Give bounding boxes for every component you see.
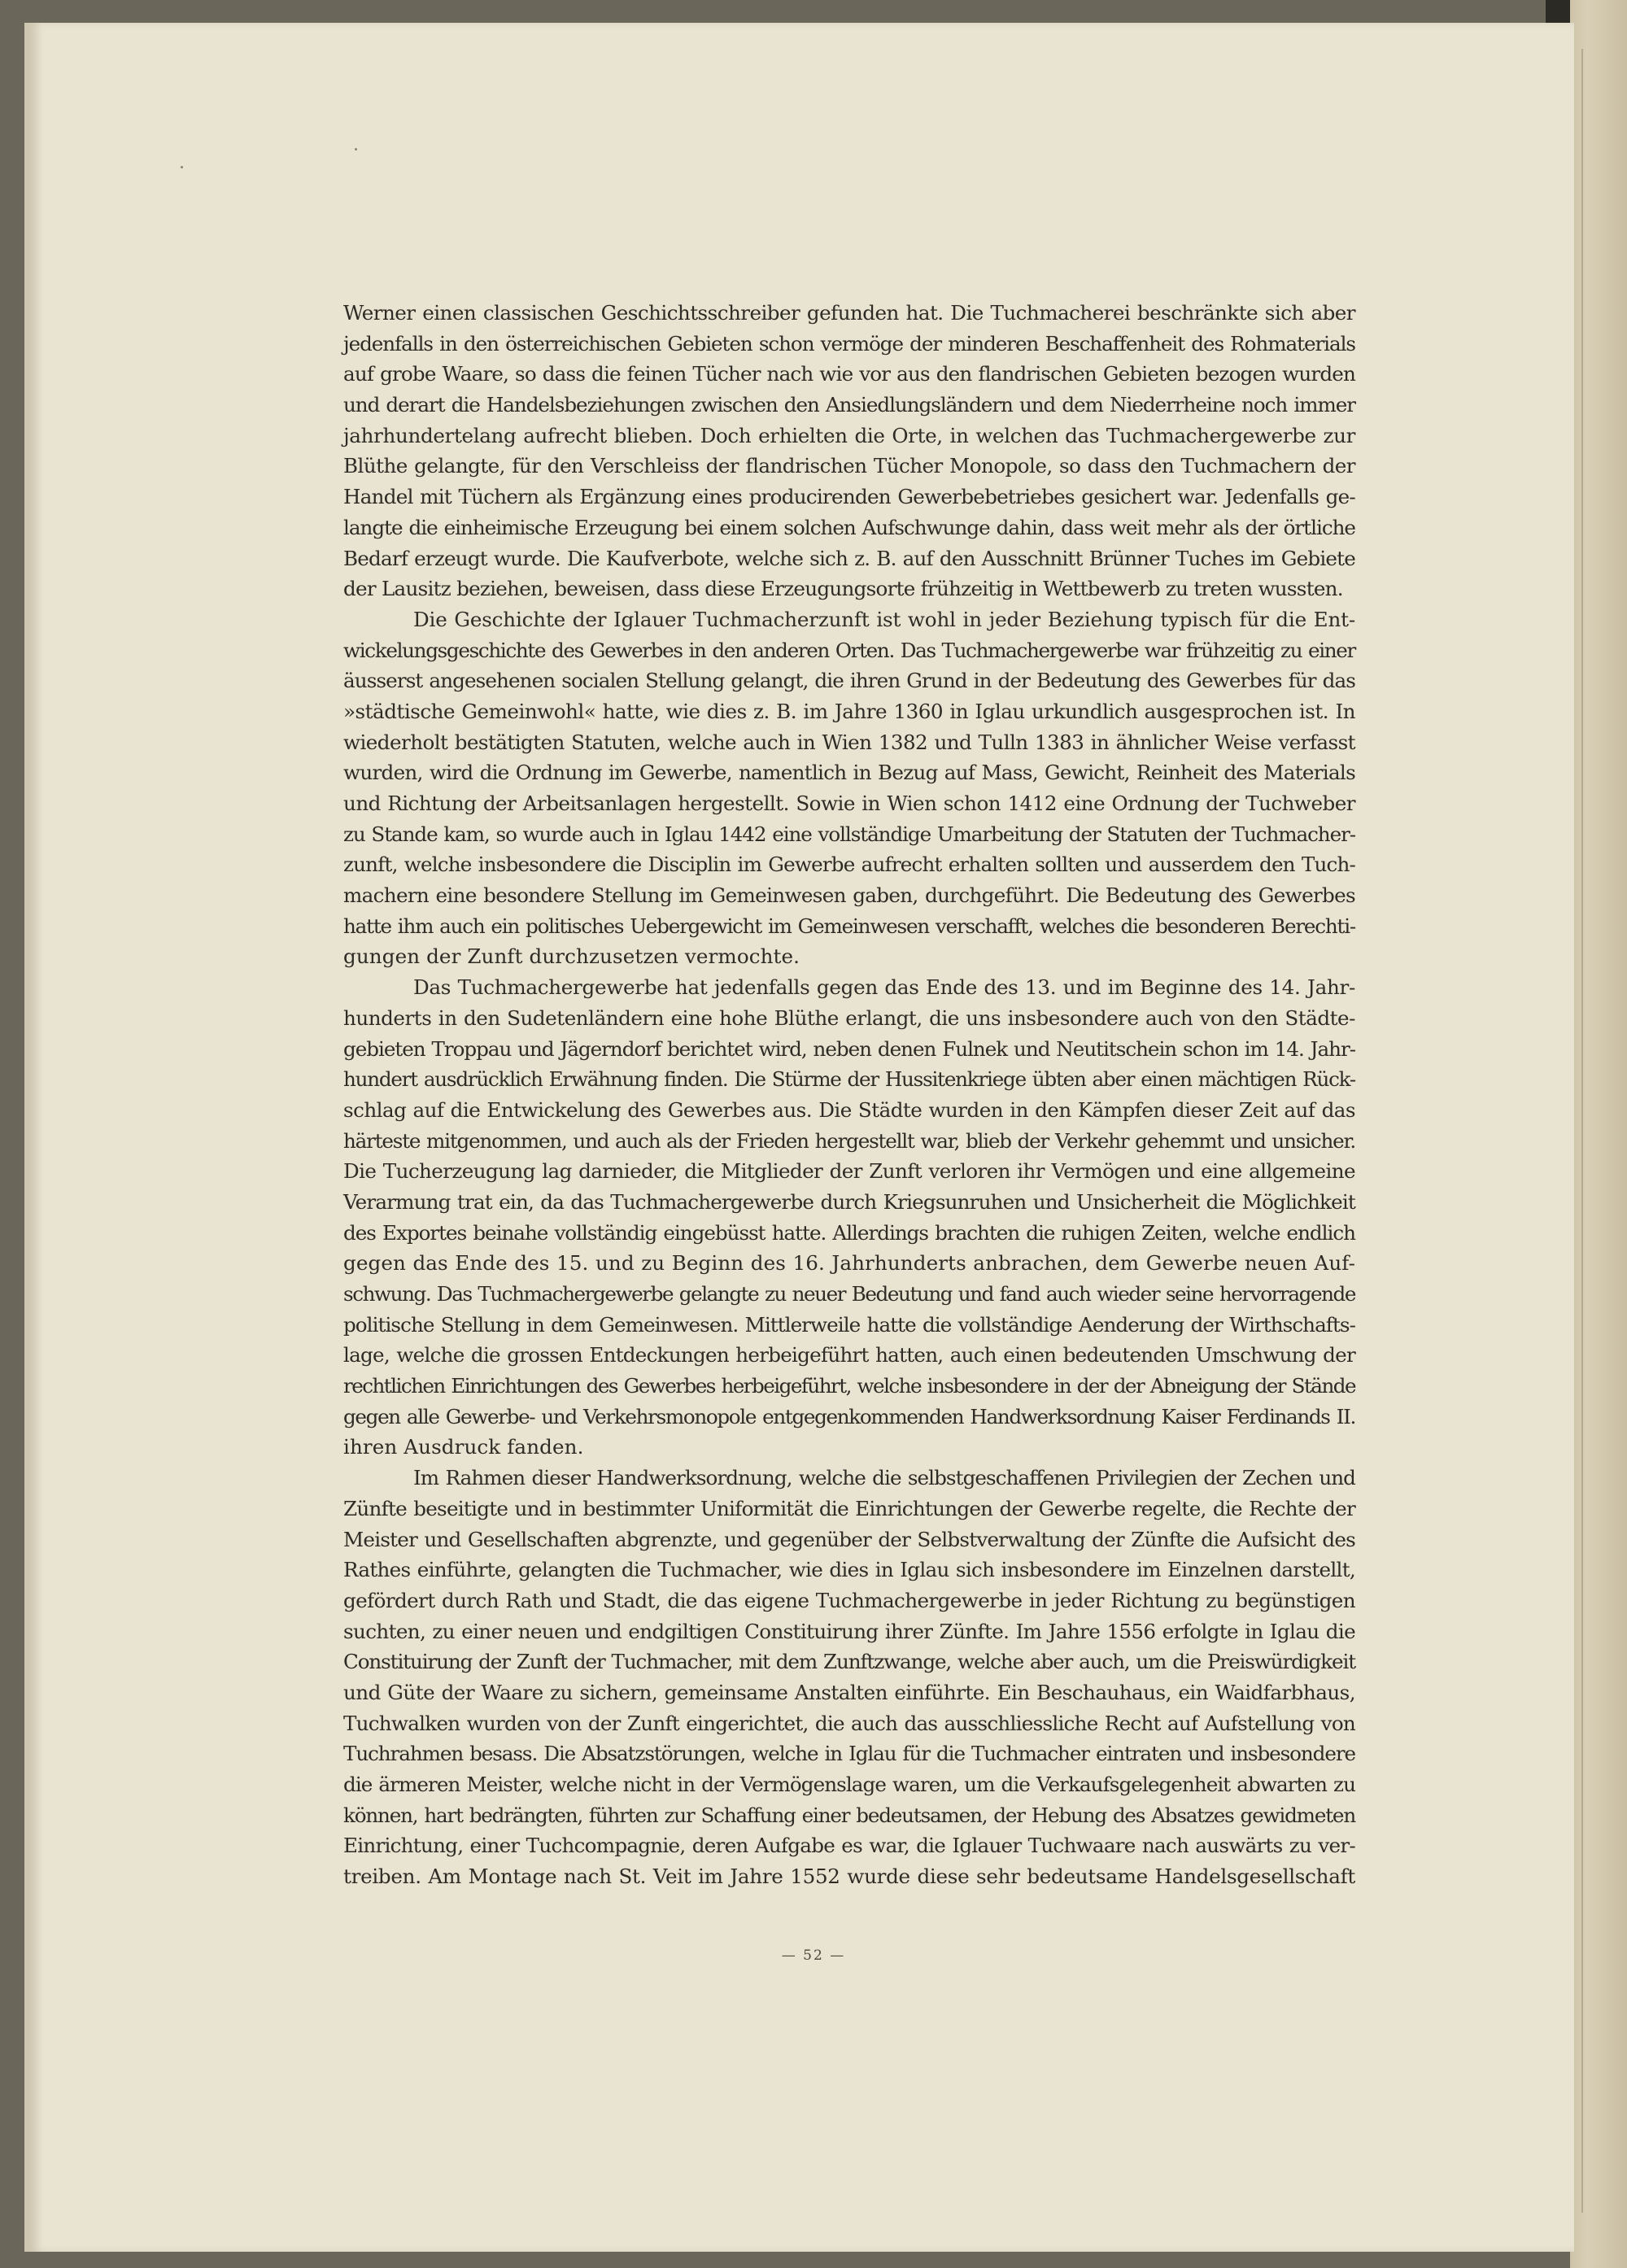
- text-line: gegen das Ende des 15. und zu Beginn des 16. Jahrhunderts anbrachen, dem Gewerbe neuen Auf-: [343, 1251, 1355, 1276]
- text-line: Blüthe gelangte, für den Verschleiss der flandrischen Tücher Monopole, so dass den Tuchmachern der: [343, 454, 1355, 478]
- board-crease: [1581, 49, 1583, 2213]
- paper-speck: [181, 166, 183, 168]
- text-line: »städtische Gemeinwohl« hatte, wie dies z. B. im Jahre 1360 in Iglau urkundlich ausgesprochen ist. In: [343, 699, 1355, 723]
- text-line: suchten, zu einer neuen und endgiltigen Constituirung ihrer Zünfte. Im Jahre 1556 erfolgte in Iglau die: [343, 1619, 1355, 1643]
- text-line: Die Geschichte der Iglauer Tuchmacherzunft ist wohl in jeder Beziehung typisch für die Ent-: [413, 607, 1355, 631]
- text-line: Verarmung trat ein, da das Tuchmachergewerbe durch Kriegsunruhen und Unsicherheit die Möglichkeit: [343, 1189, 1355, 1214]
- text-line: rechtlichen Einrichtungen des Gewerbes herbeigeführt, welche insbesondere in der der Abneigung der Stände: [343, 1374, 1355, 1398]
- text-line: und Richtung der Arbeitsanlagen hergestellt. Sowie in Wien schon 1412 eine Ordnung der Tuchweber: [343, 792, 1355, 815]
- text-line: hundert ausdrücklich Erwähnung finden. Die Stürme der Hussitenkriege übten aber einen mächtigen Rück-: [343, 1067, 1355, 1092]
- text-line: zu Stande kam, so wurde auch in Iglau 1442 eine vollständige Umarbeitung der Statuten der Tuchmacher-: [343, 822, 1355, 846]
- text-line: wurden, wird die Ordnung im Gewerbe, namentlich in Bezug auf Mass, Gewicht, Reinheit des Materials: [343, 761, 1355, 785]
- text-line: äusserst angesehenen socialen Stellung gelangt, die ihren Grund in der Bedeutung des Gewerbes für das: [343, 669, 1355, 693]
- text-line: Die Tucherzeugung lag darnieder, die Mitglieder der Zunft verloren ihr Vermögen und eine allgemeine: [343, 1159, 1355, 1184]
- text-line: gebieten Troppau und Jägerndorf berichtet wird, neben denen Fulnek und Neutitschein schon im 14. Jahr-: [343, 1036, 1355, 1061]
- text-line: Tuchrahmen besass. Die Absatzstörungen, welche in Iglau für die Tuchmacher eintraten und insbesondere: [343, 1742, 1355, 1766]
- text-line: Bedarf erzeugt wurde. Die Kaufverbote, welche sich z. B. auf den Ausschnitt Brünner Tuches im Gebiete: [343, 546, 1355, 570]
- text-line: ihren Ausdruck fanden.: [343, 1435, 584, 1459]
- text-line: Handel mit Tüchern als Ergänzung eines producirenden Gewerbebetriebes gesichert war. Jedenfalls ge-: [343, 485, 1355, 509]
- text-line: Das Tuchmachergewerbe hat jedenfalls gegen das Ende des 13. und im Beginne des 14. Jahr-: [413, 975, 1355, 1000]
- text-line: der Lausitz beziehen, beweisen, dass diese Erzeugungsorte frühzeitig in Wettbewerb zu treten wussten.: [343, 577, 1343, 601]
- text-line: Im Rahmen dieser Handwerksordnung, welche die selbstgeschaffenen Privilegien der Zechen und: [413, 1466, 1355, 1490]
- text-line: können, hart bedrängten, führten zur Schaffung einer bedeutsamen, der Hebung des Absatzes gewidmeten: [343, 1803, 1355, 1827]
- text-line: Meister und Gesellschaften abgrenzte, und gegenüber der Selbstverwaltung der Zünfte die Aufsicht des: [343, 1527, 1355, 1551]
- right-board: [1570, 0, 1627, 2268]
- text-line: lage, welche die grossen Entdeckungen herbeigeführt hatten, auch einen bedeutenden Umschwung der: [343, 1343, 1355, 1367]
- text-line: und derart die Handelsbeziehungen zwischen den Ansiedlungsländern und dem Niederrheine noch immer: [343, 393, 1355, 417]
- text-line: gegen alle Gewerbe- und Verkehrsmonopole entgegenkommenden Handwerksordnung Kaiser Ferdinands II.: [343, 1404, 1355, 1428]
- text-line: jahrhundertelang aufrecht blieben. Doch erhielten die Orte, in welchen das Tuchmachergewerbe zur: [343, 423, 1355, 447]
- text-line: schwung. Das Tuchmachergewerbe gelangte zu neuer Bedeutung und fand auch wieder seine hervorragende: [343, 1282, 1355, 1306]
- text-line: gungen der Zunft durchzusetzen vermochte.: [343, 944, 800, 969]
- text-line: Rathes einführte, gelangten die Tuchmacher, wie dies in Iglau sich insbesondere im Einzelnen darstellt,: [343, 1558, 1355, 1582]
- body-text: [343, 298, 1355, 1892]
- text-line: machern eine besondere Stellung im Gemeinwesen gaben, durchgeführt. Die Bedeutung des Gewerbes: [343, 883, 1355, 908]
- text-line: Tuchwalken wurden von der Zunft eingerichtet, die auch das ausschliessliche Recht auf Aufstellung von: [343, 1711, 1355, 1735]
- text-line: politische Stellung in dem Gemeinwesen. Mittlerweile hatte die vollständige Aenderung der Wirthschafts-: [343, 1312, 1355, 1337]
- page-fold-shadow: [24, 23, 42, 2252]
- paper-speck: [355, 148, 357, 150]
- text-line: langte die einheimische Erzeugung bei einem solchen Aufschwunge dahin, dass weit mehr als der örtliche: [343, 515, 1355, 539]
- text-line: wickelungsgeschichte des Gewerbes in den anderen Orten. Das Tuchmachergewerbe war frühzeitig zu einer: [343, 638, 1355, 662]
- text-line: wiederholt bestätigten Statuten, welche auch in Wien 1382 und Tulln 1383 in ähnlicher Weise verfasst: [343, 730, 1355, 754]
- text-line: treiben. Am Montage nach St. Veit im Jahre 1552 wurde diese sehr bedeutsame Handelsgesellschaft: [343, 1865, 1355, 1889]
- text-line: Constituirung der Zunft der Tuchmacher, mit dem Zunftzwange, welche aber auch, um die Preiswürdigkeit: [343, 1650, 1355, 1674]
- text-line: gefördert durch Rath und Stadt, die das eigene Tuchmachergewerbe in jeder Richtung zu begünstigen: [343, 1588, 1355, 1612]
- text-line: schlag auf die Entwickelung des Gewerbes aus. Die Städte wurden in den Kämpfen dieser Zeit auf das: [343, 1097, 1355, 1122]
- text-line: die ärmeren Meister, welche nicht in der Vermögenslage waren, um die Verkaufsgelegenheit abwarten zu: [343, 1773, 1355, 1796]
- text-line: Zünfte beseitigte und in bestimmter Uniformität die Einrichtungen der Gewerbe regelte, die Rechte der: [343, 1496, 1355, 1520]
- text-line: jedenfalls in den österreichischen Gebieten schon vermöge der minderen Beschaffenheit des Rohmaterials: [343, 331, 1355, 355]
- page-number: — 52 —: [781, 1947, 846, 1964]
- text-line: Werner einen classischen Geschichtsschreiber gefunden hat. Die Tuchmacherei beschränkte sich aber: [343, 301, 1355, 325]
- text-line: auf grobe Waare, so dass die feinen Tücher nach wie vor aus den flandrischen Gebieten bezogen wurden: [343, 362, 1355, 386]
- text-line: Einrichtung, einer Tuchcompagnie, deren Aufgabe es war, die Iglauer Tuchwaare nach auswärts zu ver-: [343, 1834, 1355, 1858]
- text-line: hatte ihm auch ein politisches Uebergewicht im Gemeinwesen verschafft, welches die besonderen Berechti-: [343, 914, 1355, 938]
- text-line: hunderts in den Sudetenländern eine hohe Blüthe erlangt, die uns insbesondere auch von den Städte-: [343, 1005, 1355, 1030]
- text-line: härteste mitgenommen, und auch als der Frieden hergestellt war, blieb der Verkehr gehemmt und unsicher.: [343, 1128, 1355, 1153]
- text-line: des Exportes beinahe vollständig eingebüsst hatte. Allerdings brachten die ruhigen Zeiten, welche endlich: [343, 1220, 1355, 1245]
- text-line: zunft, welche insbesondere die Disciplin im Gewerbe aufrecht erhalten sollten und ausserdem den Tuch-: [343, 853, 1355, 877]
- text-line: und Güte der Waare zu sichern, gemeinsame Anstalten einführte. Ein Beschauhaus, ein Waidfarbhaus,: [343, 1680, 1355, 1704]
